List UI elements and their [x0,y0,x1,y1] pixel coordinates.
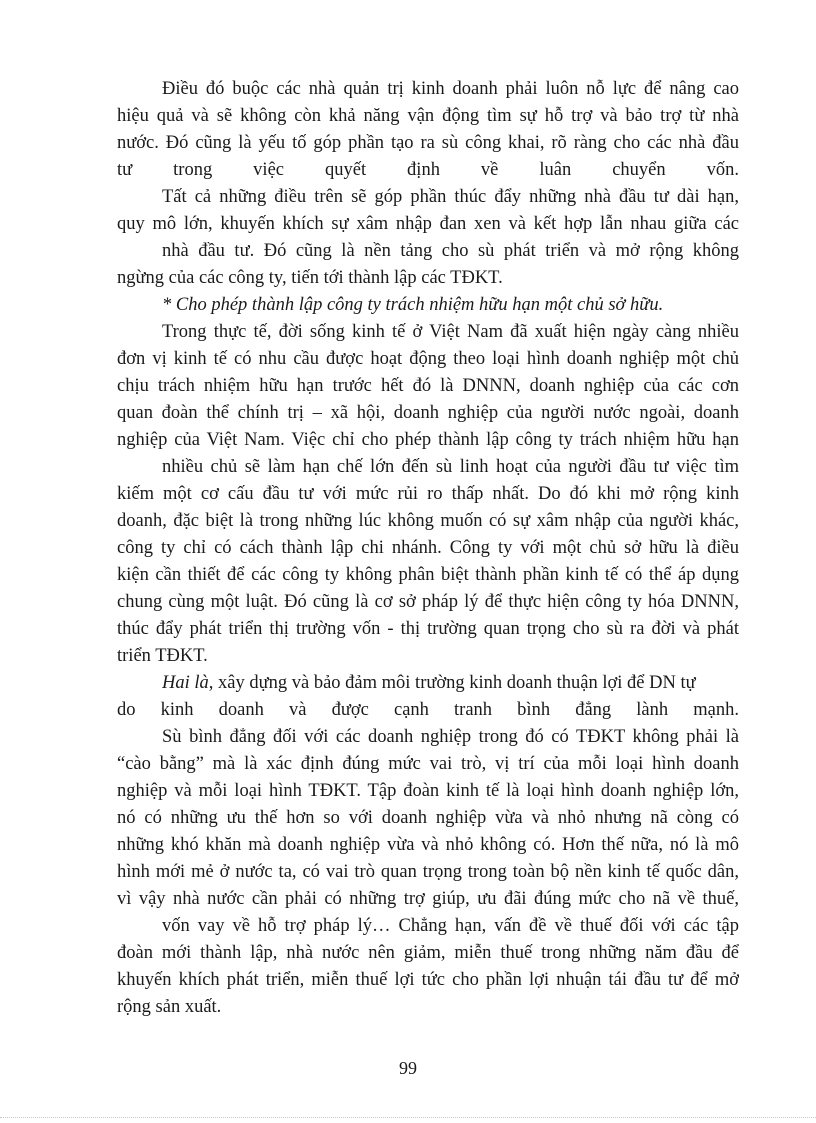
text-line: Tất cả những điều trên sẽ góp phần thúc đẩy những nhà đầu tư dài hạn, [162,187,739,207]
text-line: nhà đầu tư. Đó cũng là nền tảng cho sù phát triển và mở rộng không [162,241,739,261]
page-number: 99 [399,1058,417,1078]
text-line: nghiệp và mỗi loại hình TĐKT. Tập đoàn kinh tế là loại hình doanh nghiệp lớn, [117,781,739,801]
text-line: Sù bình đẳng đối với các doanh nghiệp trong đó có TĐKT không phải là [162,727,739,747]
text-line: Điều đó buộc các nhà quản trị kinh doanh phải luôn nỗ lực để nâng cao [162,79,739,99]
text-line: ngừng của các công ty, tiến tới thành lập các TĐKT. [117,268,503,288]
text-line: nhiều chủ sẽ làm hạn chế lớn đến sù linh hoạt của người đầu tư việc tìm [162,457,739,477]
footer-divider [0,1117,816,1118]
text-line: triển TĐKT. [117,646,208,666]
hai-la-separator: , [208,673,219,693]
text-line: rộng sản xuất. [117,997,222,1017]
text-line: doanh, đặc biệt là trong những lúc không muốn có sự xâm nhập của người khác, [117,511,739,531]
text-line: thúc đẩy phát triển thị trường vốn - thị trường quan trọng cho sù ra đời và phát [117,619,739,639]
text-line: khuyến khích phát triển, miễn thuế lợi tức cho phần lợi nhuận tái đầu tư để mở [117,970,739,990]
section-heading: * Cho phép thành lập công ty trách nhiệm hữu hạn một chủ sở hữu. [162,295,664,315]
text-line: “cào bằng” mà là xác định đúng mức vai trò, vị trí của mỗi loại hình doanh [117,754,739,774]
hai-la-label: Hai là [162,673,209,693]
text-line: nước. Đó cũng là yếu tố góp phần tạo ra sù công khai, rõ ràng cho các nhà đầu [117,133,739,153]
text-line: vốn vay về hỗ trợ pháp lý… Chẳng hạn, vấn đề về thuế đối với các tập [162,916,739,936]
text-line: công ty chỉ có cách thành lập chi nhánh. Công ty với một chủ sở hữu là điều [117,538,739,558]
text-line: quan đoàn thể chính trị – xã hội, doanh nghiệp của người nước ngoài, doanh [117,403,739,423]
text-line: vì vậy nhà nước cần phải có những trợ giúp, ưu đãi đúng mức cho nã về thuế, [117,889,739,909]
text-line: hiệu quả và sẽ không còn khả năng vận động tìm sự hỗ trợ và bảo trợ từ nhà [117,106,739,126]
text-line: chịu trách nhiệm hữu hạn trước hết đó là DNNN, doanh nghiệp của các cơn [117,376,739,396]
text-line: đoàn mới thành lập, nhà nước nên giảm, miễn thuế trong những năm đầu để [117,943,739,963]
text-line: quy mô lớn, khuyến khích sự xâm nhập đan xen và kết hợp lẫn nhau giữa các [117,214,739,234]
text-line: nghiệp của Việt Nam. Việc chỉ cho phép thành lập công ty trách nhiệm hữu hạn [117,430,739,450]
text-line: kiếm một cơ cấu đầu tư với mức rủi ro thấp nhất. Do đó khi mở rộng kinh [117,484,739,504]
text-line: hình mới mẻ ở nước ta, có vai trò quan trọng trong toàn bộ nền kinh tế quốc dân, [117,862,739,882]
text-line: do kinh doanh và được cạnh tranh bình đẳng lành mạnh. [117,700,739,720]
hai-la-text: xây dựng và bảo đảm môi trường kinh doanh thuận lợi để DN tự [218,673,696,693]
text-line: đơn vị kinh tế có nhu cầu được hoạt động theo loại hình doanh nghiệp một chủ [117,349,739,369]
text-line: tư trong việc quyết định về luân chuyển vốn. [117,160,739,180]
text-line: những khó khăn mà doanh nghiệp vừa và nhỏ không có. Hơn thế nữa, nó là mô [117,835,739,855]
text-line: nó có những ưu thế hơn so với doanh nghiệp vừa và nhỏ nhưng nã còng có [117,808,739,828]
text-line: kiện cần thiết để các công ty không phân biệt thành phần kinh tế có thể áp dụng [117,565,739,585]
text-line [162,671,739,695]
text-line: chung cùng một luật. Đó cũng là cơ sở pháp lý để thực hiện công ty hóa DNNN, [117,592,739,612]
text-line: Trong thực tế, đời sống kinh tế ở Việt Nam đã xuất hiện ngày càng nhiều [162,322,739,342]
